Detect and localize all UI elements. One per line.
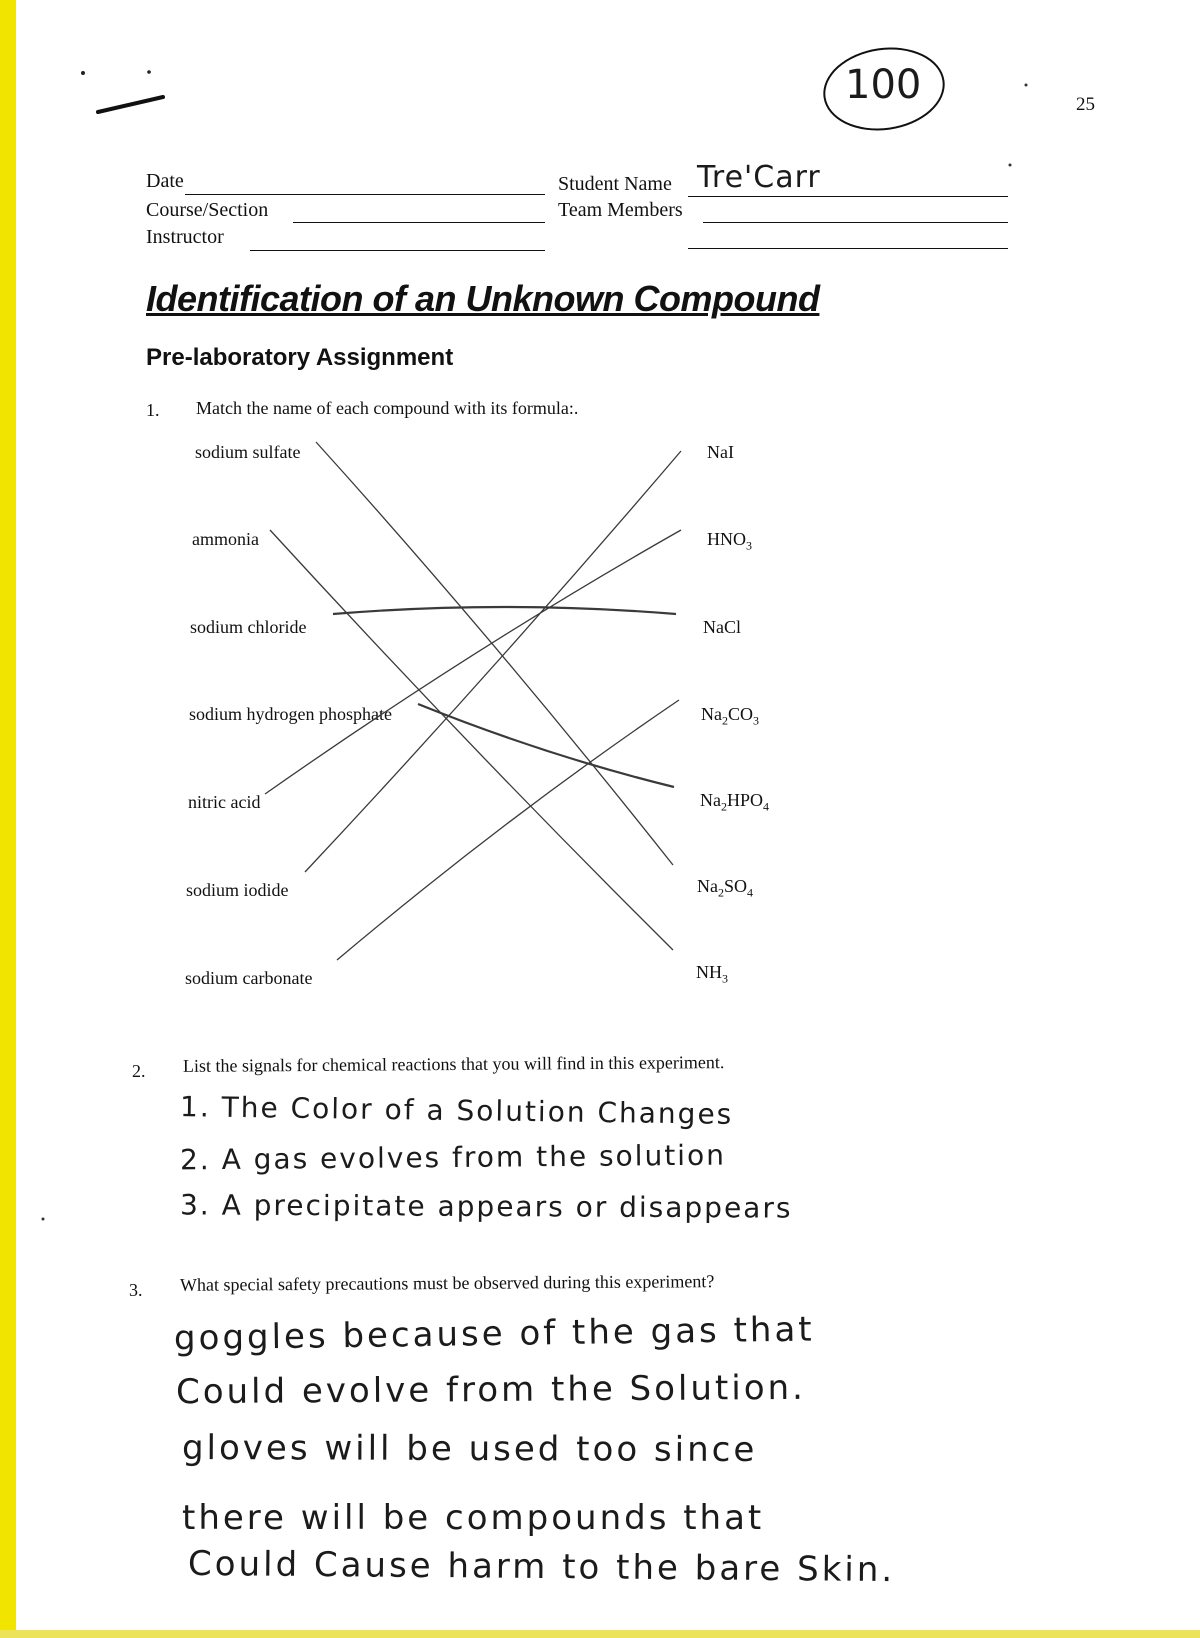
q3-answer-line: there will be compounds that: [182, 1498, 765, 1538]
formula-na2so4: $Na_2SO_4$: [697, 876, 754, 900]
formula-nai: NaI: [707, 442, 734, 462]
q1-number: 1.: [146, 400, 160, 420]
compound-name: sodium hydrogen phosphate: [189, 704, 392, 724]
formula-nh3: $NH_3$: [696, 962, 728, 986]
match-line: [270, 530, 673, 950]
q3-answer-line: gloves will be used too since: [181, 1427, 758, 1471]
compound-name: sodium sulfate: [195, 442, 301, 462]
course-label: Course/Section: [146, 199, 269, 221]
page-number: 25: [1076, 94, 1095, 115]
match-line: [337, 700, 679, 960]
date-label: Date: [146, 170, 184, 192]
q3-answer-line: Could evolve from the Solution.: [175, 1367, 807, 1413]
q3-prompt: What special safety precautions must be observed during this experiment?: [179, 1271, 715, 1295]
compound-name: nitric acid: [188, 792, 261, 812]
q1-prompt: Match the name of each compound with its formula:.: [196, 398, 579, 418]
score-value: 100: [845, 62, 922, 108]
compound-name: sodium chloride: [190, 617, 307, 637]
q2-number: 2.: [132, 1061, 146, 1081]
compound-name: sodium carbonate: [185, 968, 313, 988]
q3-number: 3.: [129, 1280, 143, 1300]
q2-answer-line: 2. A gas evolves from the solution: [179, 1138, 727, 1177]
section-subtitle: Pre-laboratory Assignment: [146, 344, 454, 371]
match-line: [265, 530, 681, 794]
formula-na2co3: $Na_2CO_3$: [701, 704, 760, 728]
formula-nacl: NaCl: [703, 617, 741, 637]
q3-answer-line: goggles because of the gas that: [173, 1309, 815, 1359]
formula-hno3: $HNO_3$: [707, 529, 752, 553]
match-line: [333, 607, 676, 614]
student-name-value: Tre'Carr: [697, 160, 821, 195]
student-name-label: Student Name: [558, 173, 672, 195]
q3-answer-line: Could Cause harm to the bare Skin.: [187, 1543, 896, 1591]
match-line: [305, 451, 681, 872]
match-line: [316, 442, 673, 865]
team-members-label: Team Members: [558, 199, 683, 221]
q2-answer-line: 3. A precipitate appears or disappears: [179, 1188, 793, 1225]
instructor-label: Instructor: [146, 226, 224, 248]
compound-name: sodium iodide: [186, 880, 289, 900]
page-title: Identification of an Unknown Compound: [146, 278, 820, 319]
match-line: [418, 704, 674, 787]
compound-name: ammonia: [192, 529, 259, 549]
formula-na2hpo4: $Na_2HPO_4$: [700, 790, 770, 814]
q2-prompt: List the signals for chemical reactions that you will find in this experiment.: [182, 1052, 725, 1076]
q2-answer-line: 1. The Color of a Solution Changes: [179, 1090, 734, 1131]
